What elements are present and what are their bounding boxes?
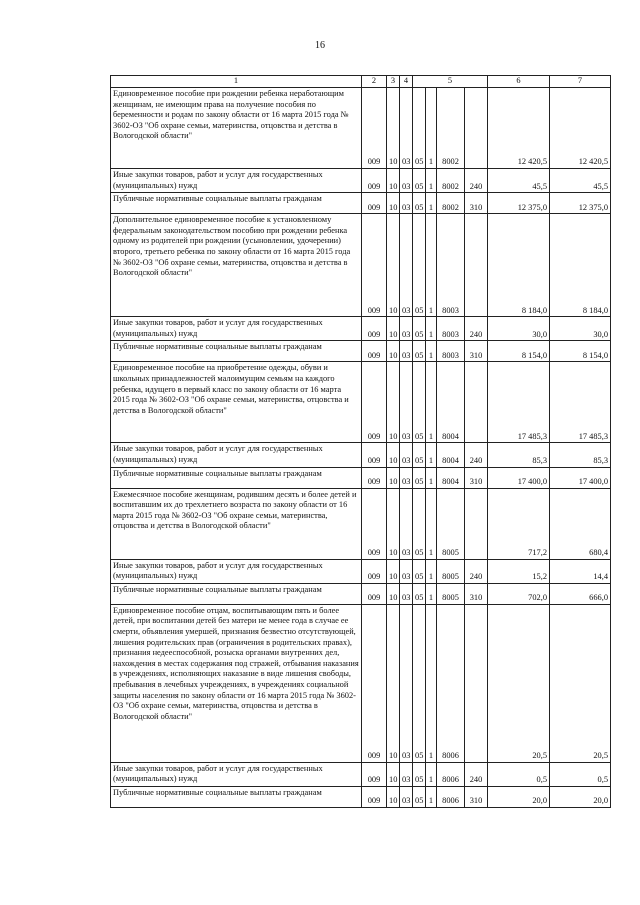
- row-col8-amount: 85,3: [550, 443, 611, 467]
- header-cell: 2: [362, 76, 387, 88]
- row-col3-code: 10: [387, 362, 400, 443]
- row-col5-subprogram: 1: [426, 467, 437, 488]
- row-col7-amount: 17 400,0: [488, 467, 550, 488]
- table-row: [111, 443, 611, 467]
- table-row: [111, 169, 611, 193]
- row-col5-code: 8006: [437, 762, 465, 786]
- row-col5-code: 8003: [437, 317, 465, 341]
- table-row: [111, 88, 611, 169]
- row-col3-code: 10: [387, 583, 400, 604]
- row-col2-code: 009: [362, 193, 387, 214]
- header-cell: 6: [488, 76, 550, 88]
- row-col5-program: 05: [413, 214, 426, 317]
- row-col5-subprogram: 1: [426, 559, 437, 583]
- row-col5-code: 8004: [437, 362, 465, 443]
- row-col7-amount: 30,0: [488, 317, 550, 341]
- row-description: Публичные нормативные социальные выплаты гражданам: [111, 341, 362, 362]
- row-col7-amount: 717,2: [488, 488, 550, 559]
- table-row: [111, 488, 611, 559]
- row-col4-code: 03: [400, 786, 413, 807]
- row-col4-code: 03: [400, 88, 413, 169]
- table-row: [111, 786, 611, 807]
- row-col4-code: 03: [400, 169, 413, 193]
- row-col6-expense-type: [465, 362, 488, 443]
- row-col5-subprogram: 1: [426, 88, 437, 169]
- row-col5-code: 8003: [437, 341, 465, 362]
- row-col5-code: 8004: [437, 443, 465, 467]
- row-description: Иные закупки товаров, работ и услуг для государственных (муниципальных) нужд: [111, 169, 362, 193]
- row-col2-code: 009: [362, 88, 387, 169]
- row-col5-subprogram: 1: [426, 214, 437, 317]
- row-col5-program: 05: [413, 193, 426, 214]
- row-description: Ежемесячное пособие женщинам, родившим десять и более детей и воспитавшим их до трехлетнего возраста по закону области от 16 марта 2015 года № 3602-ОЗ "Об охране семьи, материнства, отцовства и детства в Вологодской области": [111, 488, 362, 559]
- row-col5-code: 8005: [437, 559, 465, 583]
- row-description: Иные закупки товаров, работ и услуг для государственных (муниципальных) нужд: [111, 559, 362, 583]
- row-col4-code: 03: [400, 443, 413, 467]
- row-col7-amount: 8 154,0: [488, 341, 550, 362]
- row-col2-code: 009: [362, 341, 387, 362]
- row-col5-subprogram: 1: [426, 488, 437, 559]
- row-col8-amount: 20,5: [550, 604, 611, 762]
- header-cell: 1: [111, 76, 362, 88]
- row-col2-code: 009: [362, 317, 387, 341]
- row-col8-amount: 17 400,0: [550, 467, 611, 488]
- row-col5-program: 05: [413, 317, 426, 341]
- row-col5-program: 05: [413, 443, 426, 467]
- row-col2-code: 009: [362, 604, 387, 762]
- row-col5-subprogram: 1: [426, 786, 437, 807]
- row-col5-code: 8005: [437, 488, 465, 559]
- row-col7-amount: 45,5: [488, 169, 550, 193]
- row-col2-code: 009: [362, 443, 387, 467]
- row-col2-code: 009: [362, 467, 387, 488]
- row-col5-subprogram: 1: [426, 317, 437, 341]
- row-col2-code: 009: [362, 583, 387, 604]
- row-col7-amount: 8 184,0: [488, 214, 550, 317]
- table-row: [111, 193, 611, 214]
- row-col5-program: 05: [413, 362, 426, 443]
- row-col6-expense-type: 240: [465, 443, 488, 467]
- row-col2-code: 009: [362, 762, 387, 786]
- row-col5-code: 8005: [437, 583, 465, 604]
- row-col3-code: 10: [387, 193, 400, 214]
- row-col3-code: 10: [387, 317, 400, 341]
- row-col7-amount: 0,5: [488, 762, 550, 786]
- row-col3-code: 10: [387, 169, 400, 193]
- table-row: [111, 214, 611, 317]
- row-col5-program: 05: [413, 488, 426, 559]
- row-col4-code: 03: [400, 604, 413, 762]
- row-description: Публичные нормативные социальные выплаты гражданам: [111, 193, 362, 214]
- row-col7-amount: 12 420,5: [488, 88, 550, 169]
- row-col7-amount: 20,0: [488, 786, 550, 807]
- row-col3-code: 10: [387, 443, 400, 467]
- table-row: [111, 559, 611, 583]
- table-row: [111, 604, 611, 762]
- row-col3-code: 10: [387, 488, 400, 559]
- table-row: [111, 583, 611, 604]
- row-col5-subprogram: 1: [426, 193, 437, 214]
- row-col8-amount: 0,5: [550, 762, 611, 786]
- row-col8-amount: 20,0: [550, 786, 611, 807]
- table-row: [111, 317, 611, 341]
- row-col6-expense-type: 240: [465, 169, 488, 193]
- page-number: 16: [315, 40, 325, 51]
- row-col5-program: 05: [413, 604, 426, 762]
- row-col5-subprogram: 1: [426, 169, 437, 193]
- row-col6-expense-type: [465, 604, 488, 762]
- row-col5-code: 8002: [437, 169, 465, 193]
- header-cell: 3: [387, 76, 400, 88]
- row-col8-amount: 17 485,3: [550, 362, 611, 443]
- row-col6-expense-type: 310: [465, 467, 488, 488]
- row-col3-code: 10: [387, 762, 400, 786]
- row-col5-subprogram: 1: [426, 341, 437, 362]
- header-cell: 7: [550, 76, 611, 88]
- row-col5-program: 05: [413, 88, 426, 169]
- row-col8-amount: 30,0: [550, 317, 611, 341]
- row-col4-code: 03: [400, 762, 413, 786]
- row-col6-expense-type: 310: [465, 193, 488, 214]
- row-description: Публичные нормативные социальные выплаты гражданам: [111, 786, 362, 807]
- row-col3-code: 10: [387, 341, 400, 362]
- row-col5-subprogram: 1: [426, 443, 437, 467]
- row-col2-code: 009: [362, 169, 387, 193]
- budget-table: [110, 75, 611, 808]
- row-col5-program: 05: [413, 583, 426, 604]
- row-col7-amount: 12 375,0: [488, 193, 550, 214]
- row-col2-code: 009: [362, 362, 387, 443]
- table-row: [111, 362, 611, 443]
- row-col3-code: 10: [387, 214, 400, 317]
- row-description: Дополнительное единовременное пособие к установленному федеральным законодательством пособию при рождении ребенка одному из родителей при рождении (усыновлении, удочерении) второго, третьего ребенка по закону области от 16 марта 2015 года № 3602-ОЗ "Об охране семьи, материнства, отцовства и детства в Вологодской области": [111, 214, 362, 317]
- table-header-row: [111, 76, 611, 88]
- row-col8-amount: 8 184,0: [550, 214, 611, 317]
- row-col7-amount: 15,2: [488, 559, 550, 583]
- row-col7-amount: 85,3: [488, 443, 550, 467]
- row-col5-program: 05: [413, 786, 426, 807]
- row-col2-code: 009: [362, 214, 387, 317]
- row-col4-code: 03: [400, 362, 413, 443]
- table-row: [111, 341, 611, 362]
- row-col2-code: 009: [362, 786, 387, 807]
- row-col5-code: 8006: [437, 786, 465, 807]
- row-col3-code: 10: [387, 604, 400, 762]
- row-col8-amount: 45,5: [550, 169, 611, 193]
- row-col8-amount: 8 154,0: [550, 341, 611, 362]
- row-col4-code: 03: [400, 559, 413, 583]
- row-description: Единовременное пособие отцам, воспитывающим пять и более детей, при воспитании детей без матери не менее года в случае ее смерти, объявления умершей, признания безвестно отсутствующей, лишения родительских прав (ограничения в родительских правах), признания недееспособной, розыска органами внутренних дел, нахождения в местах содержания под стражей, отбывания наказания в учреждениях, исполняющих наказание в виде лишения свободы, пребывания в лечебных учреждениях, в учреждениях социальной защиты населения по закону области от 16 марта 2015 года № 3602-ОЗ "Об охране семьи, материнства, отцовства и детства в Вологодской области": [111, 604, 362, 762]
- row-col4-code: 03: [400, 467, 413, 488]
- row-col6-expense-type: 240: [465, 559, 488, 583]
- row-col8-amount: 12 420,5: [550, 88, 611, 169]
- table-row: [111, 467, 611, 488]
- row-col4-code: 03: [400, 193, 413, 214]
- row-description: Иные закупки товаров, работ и услуг для государственных (муниципальных) нужд: [111, 443, 362, 467]
- row-col8-amount: 666,0: [550, 583, 611, 604]
- row-col5-program: 05: [413, 169, 426, 193]
- row-col6-expense-type: [465, 488, 488, 559]
- row-col8-amount: 680,4: [550, 488, 611, 559]
- row-col6-expense-type: [465, 88, 488, 169]
- row-col6-expense-type: 310: [465, 341, 488, 362]
- row-col8-amount: 12 375,0: [550, 193, 611, 214]
- row-col3-code: 10: [387, 786, 400, 807]
- row-col5-subprogram: 1: [426, 604, 437, 762]
- row-col5-program: 05: [413, 341, 426, 362]
- row-description: Публичные нормативные социальные выплаты гражданам: [111, 583, 362, 604]
- row-description: Иные закупки товаров, работ и услуг для государственных (муниципальных) нужд: [111, 317, 362, 341]
- row-col6-expense-type: 240: [465, 762, 488, 786]
- row-description: Единовременное пособие при рождении ребенка неработающим женщинам, не имеющим права на получение пособия по беременности и родам по закону области от 16 марта 2015 года № 3602-ОЗ "Об охране семьи, материнства, отцовства и детства в Вологодской области": [111, 88, 362, 169]
- row-description: Иные закупки товаров, работ и услуг для государственных (муниципальных) нужд: [111, 762, 362, 786]
- row-col6-expense-type: 240: [465, 317, 488, 341]
- row-col4-code: 03: [400, 341, 413, 362]
- row-col8-amount: 14,4: [550, 559, 611, 583]
- row-col3-code: 10: [387, 88, 400, 169]
- row-col5-code: 8004: [437, 467, 465, 488]
- row-col5-subprogram: 1: [426, 583, 437, 604]
- row-col2-code: 009: [362, 488, 387, 559]
- row-col5-program: 05: [413, 762, 426, 786]
- row-col3-code: 10: [387, 467, 400, 488]
- row-col4-code: 03: [400, 317, 413, 341]
- row-col7-amount: 17 485,3: [488, 362, 550, 443]
- row-col2-code: 009: [362, 559, 387, 583]
- row-col5-code: 8003: [437, 214, 465, 317]
- row-col6-expense-type: [465, 214, 488, 317]
- row-description: Публичные нормативные социальные выплаты гражданам: [111, 467, 362, 488]
- row-col5-program: 05: [413, 467, 426, 488]
- row-col5-program: 05: [413, 559, 426, 583]
- table-row: [111, 762, 611, 786]
- header-cell: 5: [413, 76, 488, 88]
- header-cell: 4: [400, 76, 413, 88]
- row-col4-code: 03: [400, 488, 413, 559]
- row-col4-code: 03: [400, 583, 413, 604]
- row-col7-amount: 702,0: [488, 583, 550, 604]
- row-col5-code: 8002: [437, 88, 465, 169]
- row-col5-subprogram: 1: [426, 762, 437, 786]
- row-description: Единовременное пособие на приобретение одежды, обуви и школьных принадлежностей малоимущим семьям на каждого ребенка, идущего в первый класс по закону области от 16 марта 2015 года № 3602-ОЗ "Об охране семьи, материнства, отцовства и детства в Вологодской области": [111, 362, 362, 443]
- row-col5-subprogram: 1: [426, 362, 437, 443]
- row-col3-code: 10: [387, 559, 400, 583]
- row-col6-expense-type: 310: [465, 583, 488, 604]
- row-col4-code: 03: [400, 214, 413, 317]
- row-col6-expense-type: 310: [465, 786, 488, 807]
- row-col5-code: 8006: [437, 604, 465, 762]
- row-col7-amount: 20,5: [488, 604, 550, 762]
- row-col5-code: 8002: [437, 193, 465, 214]
